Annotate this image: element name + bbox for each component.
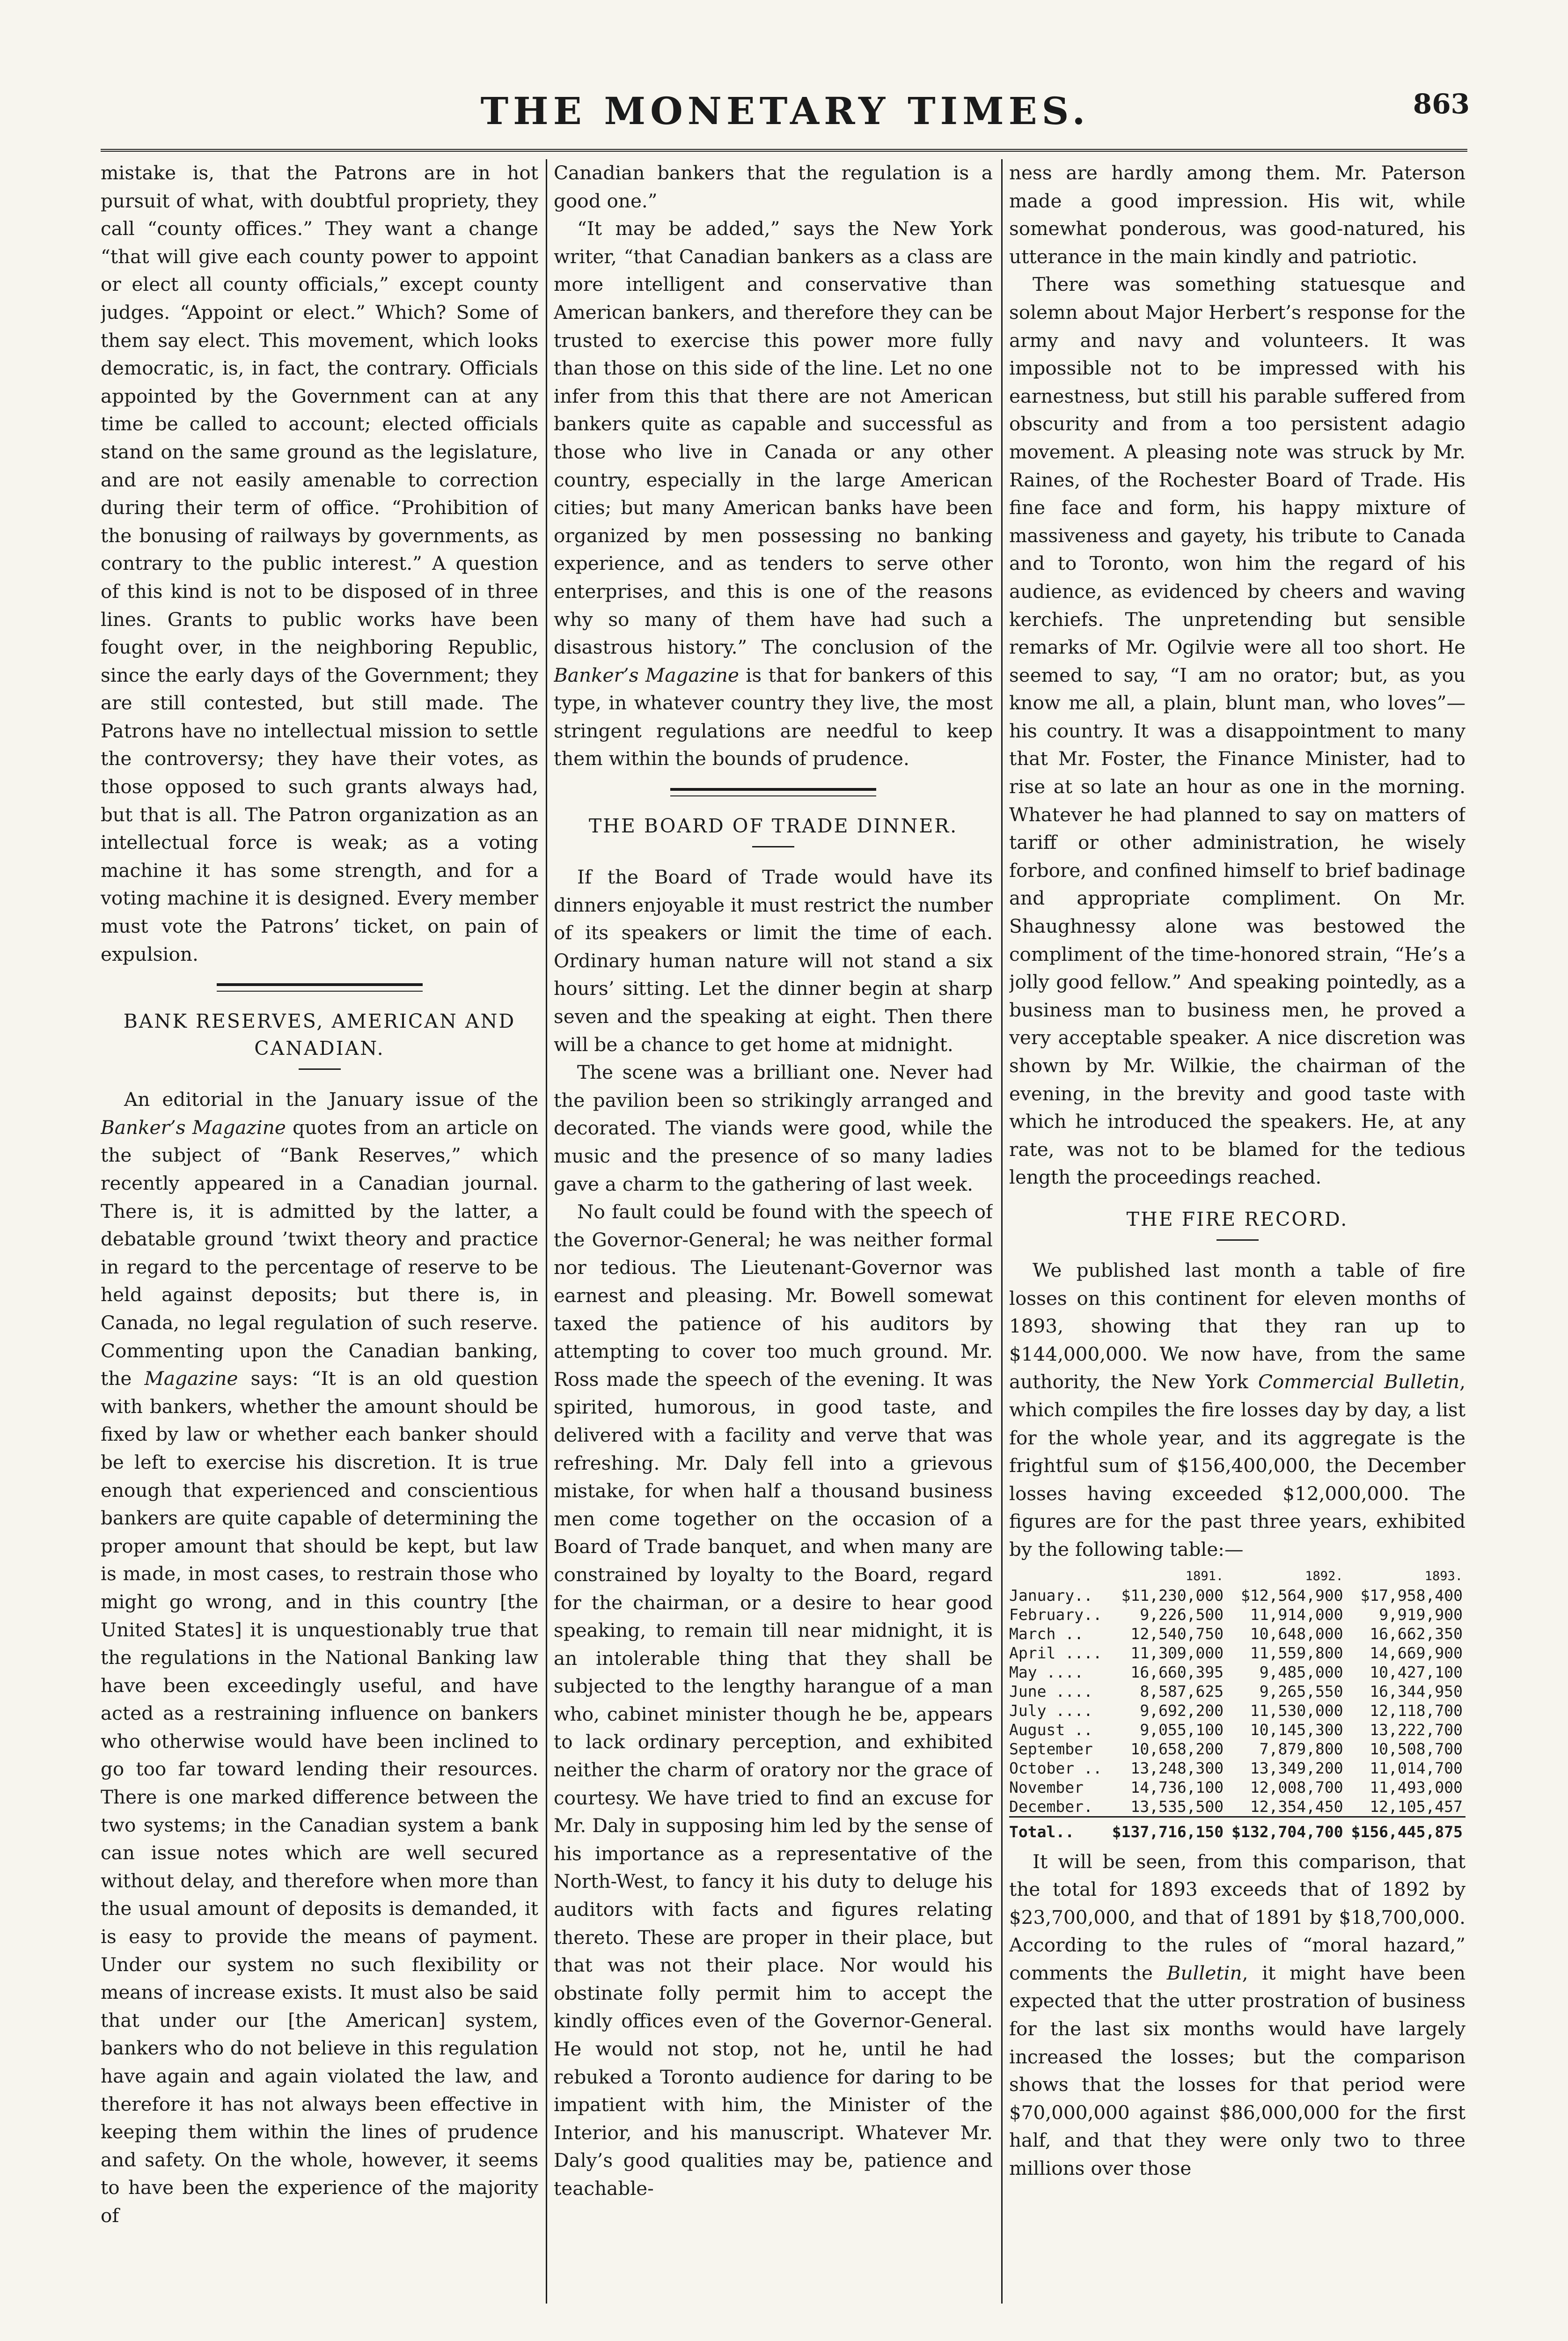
- loss-cell: 11,914,000: [1250, 1605, 1343, 1624]
- month-cell: April ....: [1009, 1643, 1102, 1662]
- heading-dash: [1216, 1239, 1259, 1241]
- loss-cell: 9,265,550: [1259, 1682, 1343, 1701]
- table-header-cell: [1009, 1567, 1107, 1586]
- loss-cell: 10,658,200: [1130, 1739, 1224, 1758]
- table-row: [1009, 1643, 1465, 1663]
- paragraph: No fault could be found with the speech of the Governor-General; he was neither formal nor tedious. The Lieutenant-Governor was earnest and pleasing. Mr. Bowell somewat taxed the patience of his auditors by attempting to cover too much ground. Mr. Ross made the speech of the evening. It was spirited, humorous, in good taste, and delivered with a facility and verve that was refreshing. Mr. Daly fell into a grievous mistake, for when half a thousand business men come together on the occasion of a Board of Trade banquet, and when many are constrained by loyalty to the Board, regard for the chairman, or a desire to hear good speaking, to remain till near midnight, it is an intolerable thing that they shall be subjected to the lengthy harangue of a man who, cabinet minister though he be, appears to lack ordinary perception, and exhibited neither the charm of oratory nor the grace of courtesy. We have tried to find an excuse for Mr. Daly in supposing him led by the sense of his importance as a representative of the North-West, to fancy it his duty to deluge his auditors with facts and figures relating thereto. These are proper in their place, but that was not their place. Nor would his obstinate folly permit him to accept the kindly offices even of the Governor-General. He would not stop, not he, until he had rebuked a Toronto audience for daring to be impatient with him, the Minister of the Interior, and his manuscript. Whatever Mr. Daly’s good qualities may be, patience and teachable-: [554, 1200, 993, 2200]
- paragraph: The scene was a brilliant one. Never had the pavilion been so strikingly arranged and decorated. The viands were good, while the music and the presence of so many ladies gave a charm to the gathering of last week.: [554, 1061, 993, 1195]
- loss-cell: 13,535,500: [1130, 1797, 1224, 1816]
- total-cell: $156,445,875: [1346, 1817, 1465, 1841]
- table-header-cell: 1892.: [1305, 1568, 1343, 1583]
- column-2: [554, 159, 993, 2322]
- page-number: 863: [1413, 88, 1470, 120]
- table-row: [1009, 1605, 1465, 1624]
- column-divider: [546, 159, 547, 2304]
- fire-losses-table: [1009, 1567, 1465, 1841]
- table-header-cell: 1893.: [1424, 1568, 1463, 1583]
- loss-cell: 8,587,625: [1140, 1682, 1224, 1701]
- table-row: [1009, 1720, 1465, 1739]
- loss-cell: 12,118,700: [1370, 1701, 1463, 1720]
- table-row: [1009, 1797, 1465, 1817]
- loss-cell: 10,508,700: [1370, 1739, 1463, 1758]
- loss-cell: 13,349,200: [1250, 1759, 1343, 1777]
- paragraph: An editorial in the January issue of the Banker’s Magazine quotes from an article on the subject of “Bank Reserves,” which recently appeared in a Canadian journal. There is, it is admitted by the latter, a debatable ground ’twixt theory and practice in regard to the percentage of reserve to be held against deposits; but there is, in Canada, no legal regulation of such reserve. Commenting upon the Canadian banking, the Magazine says: “It is an old question with bankers, whether the amount should be fixed by law or whether each banker should be left to exercise his discretion. It is true enough that experienced and conscientious bankers are quite capable of determining the proper amount that should be kept, but law is made, in most cases, to restrain those who might go wrong, and in this country [the United States] it is unquestionably true that the regulations in the National Banking law have been exceedingly useful, and have acted as a restraining influence on bankers who otherwise would have been inclined to go too far toward lending their resources. There is one marked difference between the two systems; in the Canadian system a bank can issue notes which are well secured without delay, and therefore when more than the usual amount of deposits is demanded, it is easy to provide the means of payment. Under our system no such flexibility or means of increase exists. It must also be said that under our [the American] system, bankers who do not believe in this regulation have again and again violated the law, and therefore it has not always been effective in keeping them within the lines of prudence and safety. On the whole, however, it seems to have been the experience of the majority of: [101, 1088, 538, 2227]
- loss-cell: 11,493,000: [1370, 1778, 1463, 1796]
- paragraph: We published last month a table of fire losses on this continent for eleven months of 1893, showing that they ran up to $144,000,000. We now have, from the same authority, the New York Commercial Bulletin, which compiles the fire losses day by day, a list for the whole year, and its aggregate is the frightful sum of $156,400,000, the December losses having exceeded $12,000,000. The figures are for the past three years, exhibited by the following table:—: [1009, 1259, 1465, 1561]
- section-separator: [670, 788, 876, 796]
- loss-cell: 9,055,100: [1140, 1720, 1224, 1739]
- section-separator: [217, 983, 423, 992]
- loss-cell: 14,669,900: [1370, 1643, 1463, 1662]
- heading-dash: [299, 1068, 341, 1070]
- table-row: [1009, 1701, 1465, 1720]
- loss-cell: 10,145,300: [1250, 1720, 1343, 1739]
- total-cell: $132,704,700: [1226, 1817, 1346, 1841]
- total-cell: $137,716,150: [1107, 1817, 1226, 1841]
- column-1: [101, 159, 538, 2322]
- table-row: [1009, 1586, 1465, 1605]
- loss-cell: 16,344,950: [1370, 1682, 1463, 1701]
- loss-cell: 7,879,800: [1259, 1739, 1343, 1758]
- loss-cell: 12,008,700: [1250, 1778, 1343, 1796]
- month-cell: October ..: [1009, 1759, 1102, 1777]
- loss-cell: 9,692,200: [1140, 1701, 1224, 1720]
- heading-dash: [752, 846, 794, 847]
- table-header-cell: 1891.: [1185, 1568, 1224, 1583]
- loss-cell: 12,105,457: [1370, 1797, 1463, 1816]
- loss-cell: 11,014,700: [1370, 1759, 1463, 1777]
- paragraph: Canadian bankers that the regulation is a good one.”: [554, 162, 993, 212]
- loss-cell: 10,427,100: [1370, 1663, 1463, 1681]
- loss-cell: 13,248,300: [1130, 1759, 1224, 1777]
- table-row: [1009, 1759, 1465, 1778]
- loss-cell: 16,660,395: [1130, 1663, 1224, 1681]
- loss-cell: 14,736,100: [1130, 1778, 1224, 1796]
- paragraph: It will be seen, from this comparison, that the total for 1893 exceeds that of 1892 by $23,700,000, and that of 1891 by $18,700,000. According to the rules of “moral hazard,” comments the Bulletin, it might have been expected that the utter prostration of business for the last six months would have largely increased the losses; but the comparison shows that the losses for that period were $70,000,000 against $86,000,000 for the first half, and that they were only two to three millions over those: [1009, 1850, 1465, 2180]
- table-row: [1009, 1624, 1465, 1643]
- paragraph: There was something statuesque and solemn about Major Herbert’s response for the army and navy and volunteers. It was impossible not to be impressed with his earnestness, but still his parable suffered from obscurity and from a too persistent adagio movement. A pleasing note was struck by Mr. Raines, of the Rochester Board of Trade. His fine face and form, his happy mixture of massiveness and gayety, his tribute to Canada and to Toronto, won him the regard of his audience, as evidenced by cheers and waving kerchiefs. The unpretending but sensible remarks of Mr. Ogilvie were all too short. He seemed to say, “I am no orator; but, as you know me all, a plain, blunt man, who loves”— his country. It was a disappointment to many that Mr. Foster, the Finance Minister, had to rise at so late an hour as one in the morning. Whatever he had planned to say on matters of tariff or other administration, he wisely forbore, and confined himself to brief badinage and appropriate compliment. On Mr. Shaughnessy alone was bestowed the compliment of the time-honored strain, “He’s a jolly good fellow.” And speaking pointedly, as a business man to business men, he proved a very acceptable speaker. A nice discretion was shown by Mr. Wilkie, the chairman of the evening, in the brevity and good taste with which he introduced the speakers. He, at any rate, was not to be blamed for the tedious length the proceedings reached.: [1009, 273, 1465, 1189]
- month-cell: November: [1009, 1778, 1084, 1796]
- table-total-row: [1009, 1817, 1465, 1841]
- loss-cell: 13,222,700: [1370, 1720, 1463, 1739]
- month-cell: September: [1009, 1739, 1093, 1758]
- loss-cell: 16,662,350: [1370, 1624, 1463, 1643]
- loss-cell: 11,530,000: [1250, 1701, 1343, 1720]
- table-row: [1009, 1682, 1465, 1701]
- loss-cell: 9,226,500: [1140, 1605, 1224, 1624]
- loss-cell: 11,309,000: [1130, 1643, 1224, 1662]
- month-cell: May ....: [1009, 1663, 1084, 1681]
- masthead: [101, 80, 1470, 145]
- loss-cell: 10,648,000: [1250, 1624, 1343, 1643]
- loss-cell: $17,958,400: [1360, 1586, 1463, 1605]
- table-row: [1009, 1739, 1465, 1759]
- month-cell: February..: [1009, 1605, 1102, 1624]
- paragraph: If the Board of Trade would have its dinners enjoyable it must restrict the number of its speakers or limit the time of each. Ordinary human nature will not stand a six hours’ sitting. Let the dinner begin at sharp seven and the speaking at eight. Then there will be a chance to get home at midnight.: [554, 866, 993, 1056]
- column-3: [1009, 159, 1465, 2322]
- article-heading: THE BOARD OF TRADE DINNER.: [588, 815, 958, 838]
- loss-cell: $11,230,000: [1121, 1586, 1224, 1605]
- table-row: [1009, 1778, 1465, 1797]
- table-row: [1009, 1663, 1465, 1682]
- loss-cell: 9,485,000: [1259, 1663, 1343, 1681]
- total-cell: Total..: [1009, 1817, 1107, 1841]
- month-cell: August ..: [1009, 1720, 1093, 1739]
- column-divider: [1001, 159, 1003, 2304]
- masthead-rule: [101, 149, 1467, 152]
- newspaper-title: THE MONETARY TIMES.: [480, 89, 1090, 133]
- table-header-row: [1009, 1567, 1465, 1586]
- loss-cell: 12,540,750: [1130, 1624, 1224, 1643]
- month-cell: July ....: [1009, 1701, 1093, 1720]
- loss-cell: 12,354,450: [1250, 1797, 1343, 1816]
- paragraph: mistake is, that the Patrons are in hot pursuit of what, with doubtful propriety, they call “county offices.” They want a change “that will give each county power to appoint or elect all county officials,” except county judges. “Appoint or elect.” Which? Some of them say elect. This movement, which looks democratic, is, in fact, the contrary. Officials appointed by the Government can at any time be called to account; elected officials stand on the same ground as the legislature, and are not easily amenable to correction during their term of office. “Prohibition of the bonusing of railways by governments, as contrary to the public interest.” A question of this kind is not to be disposed of in three lines. Grants to public works have been fought over, in the neighboring Republic, since the early days of the Government; they are still contested, but still made. The Patrons have no intellectual mission to settle the controversy; they have their votes, as those opposed to such grants always had, but that is all. The Patron organization as an intellectual force is weak; as a voting machine it has some strength, and for a voting machine it is designed. Every member must vote the Patrons’ ticket, on pain of expulsion.: [101, 162, 538, 965]
- month-cell: January..: [1009, 1586, 1093, 1605]
- month-cell: June ....: [1009, 1682, 1093, 1701]
- article-heading: THE FIRE RECORD.: [1126, 1207, 1348, 1230]
- month-cell: December.: [1009, 1797, 1093, 1816]
- loss-cell: 11,559,800: [1250, 1643, 1343, 1662]
- paragraph: “It may be added,” says the New York writer, “that Canadian bankers as a class are more intelligent and conservative than American bankers, and therefore they can be trusted to exercise this power more fully than those on this side of the line. Let no one infer from this that there are not American bankers quite as capable and successful as those who live in Canada or any other country, especially in the large American cities; but many American banks have been organized by men possessing no banking experience, and as tenders to serve other enterprises, and this is one of the reasons why so many of them have had such a disastrous history.” The conclusion of the Banker’s Magazine is that for bankers of this type, in whatever country they live, the most stringent regulations are needful to keep them within the bounds of prudence.: [554, 217, 993, 770]
- month-cell: March ..: [1009, 1624, 1084, 1643]
- loss-cell: 9,919,900: [1379, 1605, 1463, 1624]
- loss-cell: $12,564,900: [1241, 1586, 1343, 1605]
- article-heading: BANK RESERVES, AMERICAN AND CANADIAN.: [123, 1010, 516, 1060]
- paragraph: ness are hardly among them. Mr. Paterson made a good impression. His wit, while somewhat ponderous, was good-natured, his utterance in the main kindly and patriotic.: [1009, 162, 1465, 268]
